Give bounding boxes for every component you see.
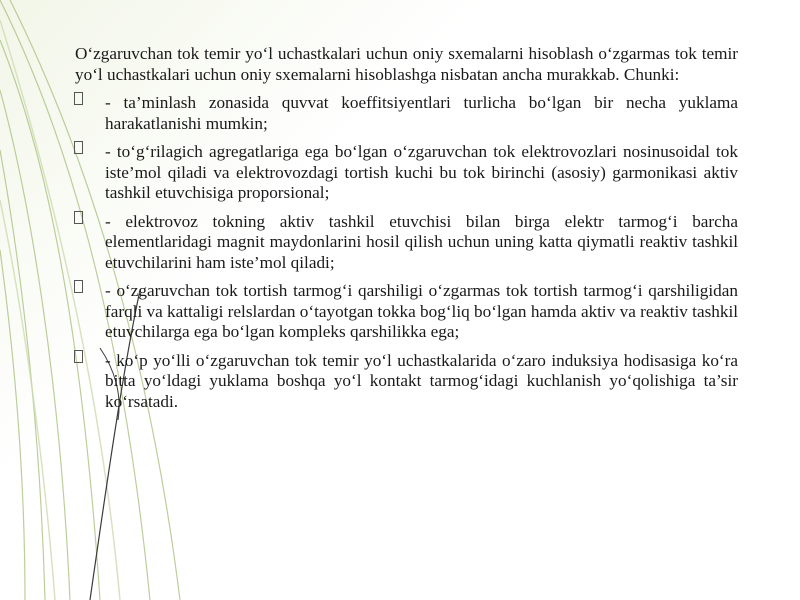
list-item-text: - to‘g‘rilagich agregatlariga ega bo‘lgan o‘zgaruvchan tok elektrovozlari nosinusoidal tok iste’mol qiladi va elektrovozdagi tortish kuchi bu tok birinchi (asosiy) garmonikasi aktiv tashkil etuvchisiga proporsional;	[105, 142, 738, 202]
bullet-icon	[74, 280, 83, 293]
list-item	[75, 142, 738, 204]
list-item	[75, 93, 738, 134]
list-item-text: - ko‘p yo‘lli o‘zgaruvchan tok temir yo‘l uchastkalarida o‘zaro induksiya hodisasiga ko‘ra bitta yo‘ldagi yuklama boshqa yo‘l kontakt tarmog‘idagi kuchlanish yo‘qolishiga ta’sir ko‘rsatadi.	[105, 350, 738, 411]
list-item	[75, 351, 738, 413]
list-item-text: - o‘zgaruvchan tok tortish tarmog‘i qarshiligi o‘zgarmas tok tortish tarmog‘i qarshiligidan farqli va kattaligi relslardan o‘tayotgan tokka bog‘liq bo‘lgan hamda aktiv va reaktiv tashkil etuvchilarga ega bo‘lgan kompleks qarshilikka ega;	[105, 281, 738, 341]
slide-content	[75, 44, 738, 420]
list-item	[75, 212, 738, 274]
list-item-text: - ta’minlash zonasida quvvat koeffitsiyentlari turlicha bo‘lgan bir necha yuklama harakatlanishi mumkin;	[105, 93, 738, 133]
bullet-list	[75, 93, 738, 412]
bullet-icon	[74, 92, 83, 105]
bullet-icon	[74, 211, 83, 224]
bullet-icon	[74, 350, 83, 363]
list-item	[75, 281, 738, 343]
bullet-icon	[74, 141, 83, 154]
intro-paragraph: O‘zgaruvchan tok temir yo‘l uchastkalari uchun oniy sxemalarni hisoblash o‘zgarmas tok temir yo‘l uchastkalari uchun oniy sxemalarni hisoblashga nisbatan ancha murakkab. Chunki:	[75, 44, 738, 84]
list-item-text: - elektrovoz tokning aktiv tashkil etuvchisi bilan birga elektr tarmog‘i barcha elementlaridagi magnit maydonlarini hosil qilish uchun uning katta qiymatli reaktiv tashkil etuvchilarini ham iste’mol qiladi;	[105, 211, 738, 272]
